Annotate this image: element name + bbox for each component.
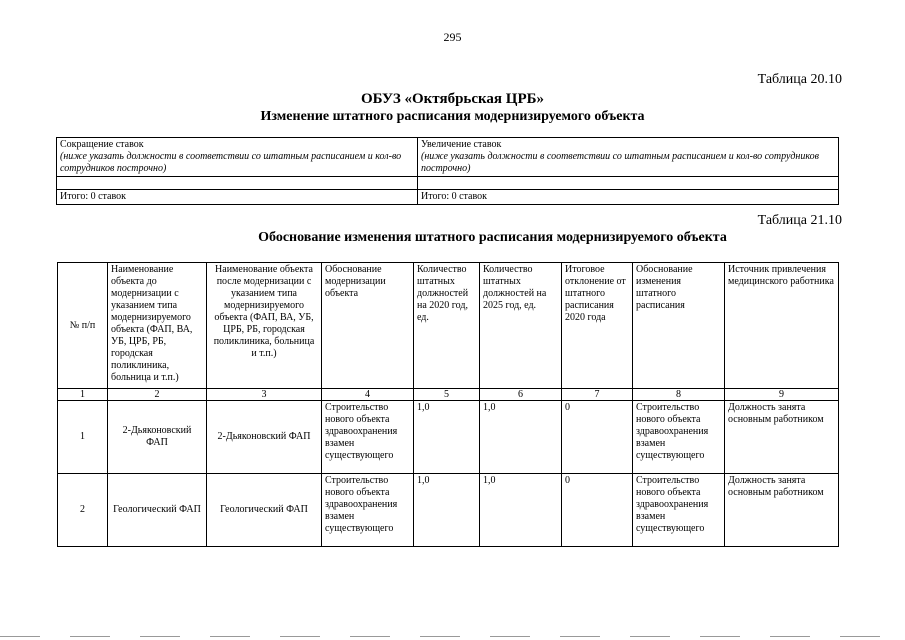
header-object-before: Наименование объекта до модернизации с указанием типа модернизируемого объекта (ФАП, ВА, УБ, ЦРБ, РБ, городская поликлиника, больница и т.п.): [108, 263, 207, 389]
column-number: 9: [725, 389, 839, 401]
reduction-cell: [57, 138, 418, 177]
justification-table: [57, 262, 839, 547]
object-after: 2-Дьяконовский ФАП: [207, 401, 322, 474]
column-number: 6: [480, 389, 562, 401]
organization-title: ОБУЗ «Октябрьская ЦРБ»: [360, 91, 545, 107]
column-number: 8: [633, 389, 725, 401]
reduction-title: Сокращение ставок: [60, 139, 144, 150]
table-row: [58, 474, 839, 547]
modernization-justification: Строительство нового объекта здравоохранения взамен существующего: [322, 401, 414, 474]
staff-change-table: [56, 137, 839, 205]
reduction-total: Итого: 0 ставок: [57, 190, 418, 205]
reduction-note: (ниже указать должности в соответствии со штатным расписанием и кол-во сотрудников построчно): [60, 151, 402, 174]
object-before: Геологический ФАП: [108, 474, 207, 547]
justification-title: Обоснование изменения штатного расписания модернизируемого объекта: [258, 230, 727, 245]
increase-total: Итого: 0 ставок: [418, 190, 839, 205]
object-before: 2-Дьяконовский ФАП: [108, 401, 207, 474]
header-staff-2020: Количество штатных должностей на 2020 год, ед.: [414, 263, 480, 389]
table-21-10-label: Таблица 21.10: [757, 213, 842, 228]
header-num: № п/п: [58, 263, 108, 389]
increase-title: Увеличение ставок: [421, 139, 502, 150]
staff-source: Должность занята основным работником: [725, 401, 839, 474]
column-number: 5: [414, 389, 480, 401]
deviation: 0: [562, 401, 633, 474]
scan-artifact-line: [0, 636, 905, 637]
table-20-10-label: Таблица 20.10: [757, 72, 842, 87]
column-number: 1: [58, 389, 108, 401]
table-row: [58, 401, 839, 474]
header-source: Источник привлечения медицинского работника: [725, 263, 839, 389]
staff-2025: 1,0: [480, 474, 562, 547]
increase-cell: [418, 138, 839, 177]
staff-2025: 1,0: [480, 401, 562, 474]
increase-note: (ниже указать должности в соответствии со штатным расписанием и кол-во сотрудников построчно): [421, 151, 820, 174]
staff-source: Должность занята основным работником: [725, 474, 839, 547]
object-after: Геологический ФАП: [207, 474, 322, 547]
column-number-row: [58, 389, 839, 401]
header-modernization-justification: Обоснование модернизации объекта: [322, 263, 414, 389]
header-deviation: Итоговое отклонение от штатного расписания 2020 года: [562, 263, 633, 389]
column-number: 7: [562, 389, 633, 401]
header-change-justification: Обоснование изменения штатного расписания: [633, 263, 725, 389]
deviation: 0: [562, 474, 633, 547]
row-num: 2: [58, 474, 108, 547]
staff-change-empty-row: [57, 177, 839, 190]
header-object-after: Наименование объекта после модернизации с указанием типа модернизируемого объекта (ФАП, ВА, УБ, ЦРБ, РБ, городская поликлиника, больница и т.п.): [207, 263, 322, 389]
column-number: 2: [108, 389, 207, 401]
staff-2020: 1,0: [414, 401, 480, 474]
staff-change-subtitle: Изменение штатного расписания модернизируемого объекта: [260, 109, 645, 124]
change-justification: Строительство нового объекта здравоохранения взамен существующего: [633, 474, 725, 547]
header-row: [58, 263, 839, 389]
column-number: 4: [322, 389, 414, 401]
staff-change-header-row: [57, 138, 839, 177]
reduction-empty-cell: [57, 177, 418, 190]
staff-2020: 1,0: [414, 474, 480, 547]
staff-change-total-row: [57, 190, 839, 205]
header-staff-2025: Количество штатных должностей на 2025 год, ед.: [480, 263, 562, 389]
column-number: 3: [207, 389, 322, 401]
row-num: 1: [58, 401, 108, 474]
increase-empty-cell: [418, 177, 839, 190]
page-number: 295: [443, 30, 462, 44]
modernization-justification: Строительство нового объекта здравоохранения взамен существующего: [322, 474, 414, 547]
change-justification: Строительство нового объекта здравоохранения взамен существующего: [633, 401, 725, 474]
